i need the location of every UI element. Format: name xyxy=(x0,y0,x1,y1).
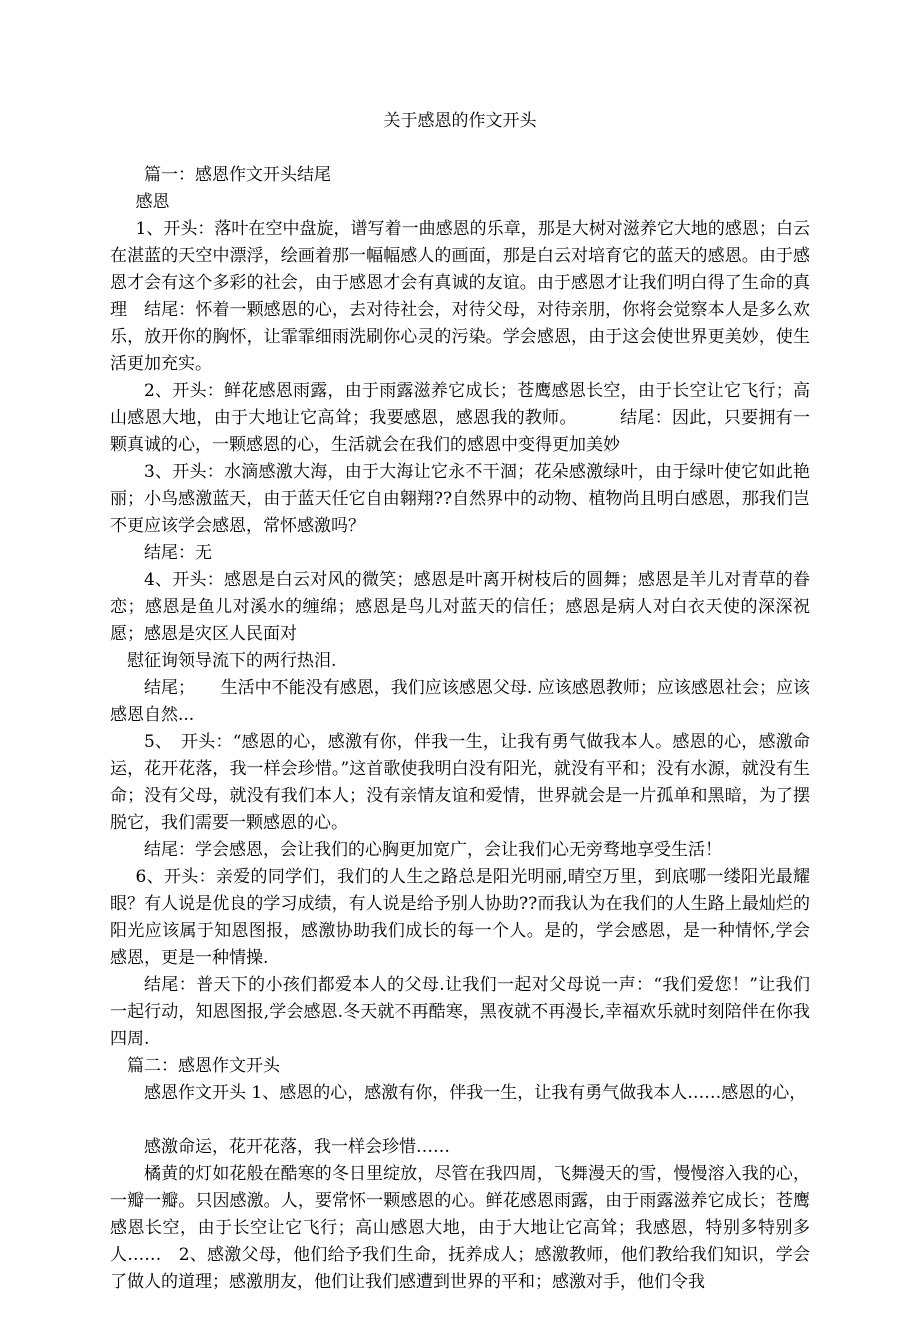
paragraph: 5、 开头：“感恩的心，感激有你，伴我一生，让我有勇气做我本人。感恩的心，感激命运，花开花落，我一样会珍惜。”这首歌使我明白没有阳光，就没有平和；没有水源，就没有生命；没有父母，就没有我们本人；没有亲情友谊和爱情，世界就会是一片孤单和黑暗，为了摆脱它，我们需要一颗感恩的心。 xyxy=(110,732,810,833)
paragraph: 感激命运，花开花落，我一样会珍惜…… xyxy=(144,1137,450,1157)
paragraph: 结尾； 生活中不能没有感恩，我们应该感恩父母. 应该感恩教师；应该感恩社会；应该感恩自然... xyxy=(110,678,810,725)
paragraph: 结尾：普天下的小孩们都爱本人的父母.让我们一起对父母说一声：“我们爱您！”让我们一起行动，知恩图报,学会感恩.冬天就不再酷寒，黑夜就不再漫长,幸福欢乐就时刻陪伴在你我四周. xyxy=(110,975,810,1049)
paragraph xyxy=(110,1107,810,1134)
paragraph: 4、开头：感恩是白云对风的微笑；感恩是叶离开树枝后的圆舞；感恩是羊儿对青草的眷恋；感恩是鱼儿对溪水的缠绵；感恩是鸟儿对蓝天的信任；感恩是病人对白衣天使的深深祝愿；感恩是灾区人民面对 xyxy=(110,570,810,644)
paragraph: 结尾：学会感恩，会让我们的心胸更加宽广，会让我们心无旁骛地享受生活！ xyxy=(144,840,722,860)
paragraph: 6、开头：亲爱的同学们，我们的人生之路总是阳光明丽,晴空万里，到底哪一缕阳光最耀眼？有人说是优良的学习成绩，有人说是给予别人协助??而我认为在我们的人生路上最灿烂的阳光应该属于知恩图报，感激协助我们成长的每一个人。是的，学会感恩，是一种情怀,学会感恩，更是一种情操. xyxy=(110,867,810,968)
paragraph: 2、开头：鲜花感恩雨露，由于雨露滋养它成长；苍鹰感恩长空，由于长空让它飞行；高山感恩大地，由于大地让它高耸；我要感恩，感恩我的教师。 结尾：因此，只要拥有一颗真诚的心，一颗感恩的心，生活就会在我们的感恩中变得更加美妙 xyxy=(110,381,810,455)
paragraph: 3、开头：水滴感激大海，由于大海让它永不干涸；花朵感激绿叶，由于绿叶使它如此艳丽；小鸟感激蓝天，由于蓝天任它自由翱翔??自然界中的动物、植物尚且明白感恩，那我们岂不更应该学会感恩，常怀感激吗？ xyxy=(110,462,810,536)
paragraph: 感恩作文开头 1、感恩的心，感激有你，伴我一生，让我有勇气做我本人……感恩的心， xyxy=(144,1083,807,1103)
paragraph: 结尾：无 xyxy=(144,543,212,563)
paragraph: 慰征询领导流下的两行热泪. xyxy=(127,651,337,671)
document-body xyxy=(110,162,810,1296)
paragraph: 1、开头：落叶在空中盘旋，谱写着一曲感恩的乐章，那是大树对滋养它大地的感恩；白云在湛蓝的天空中漂浮，绘画着那一幅幅感人的画面，那是白云对培育它的蓝天的感恩。由于感恩才会有这个多彩的社会，由于感恩才会有真诚的友谊。由于感恩才让我们明白得了生命的真理 结尾：怀着一颗感恩的心，去对待社会，对待父母，对待亲朋，你将会觉察本人是多么欢乐，放开你的胸怀，让霏霏细雨洗刷你心灵的污染。学会感恩，由于这会使世界更美妙，使生活更加充实。 xyxy=(110,219,810,374)
paragraph: 感恩 xyxy=(135,192,170,212)
paragraph: 篇一：感恩作文开头结尾 xyxy=(144,165,331,185)
document-title: 关于感恩的作文开头 xyxy=(383,111,537,131)
paragraph: 篇二：感恩作文开头 xyxy=(127,1056,280,1076)
paragraph: 橘黄的灯如花般在酷寒的冬日里绽放，尽管在我四周，飞舞漫天的雪，慢慢溶入我的心，一瓣一瓣。只因感激。人，要常怀一颗感恩的心。鲜花感恩雨露，由于雨露滋养它成长；苍鹰感恩长空，由于长空让它飞行；高山感恩大地，由于大地让它高耸；我感恩，特别多特别多人…… 2、感激父母，他们给予我们生命，抚养成人；感激教师，他们教给我们知识，学会了做人的道理；感激朋友，他们让我们感遭到世界的平和；感激对手，他们令我 xyxy=(110,1164,810,1292)
